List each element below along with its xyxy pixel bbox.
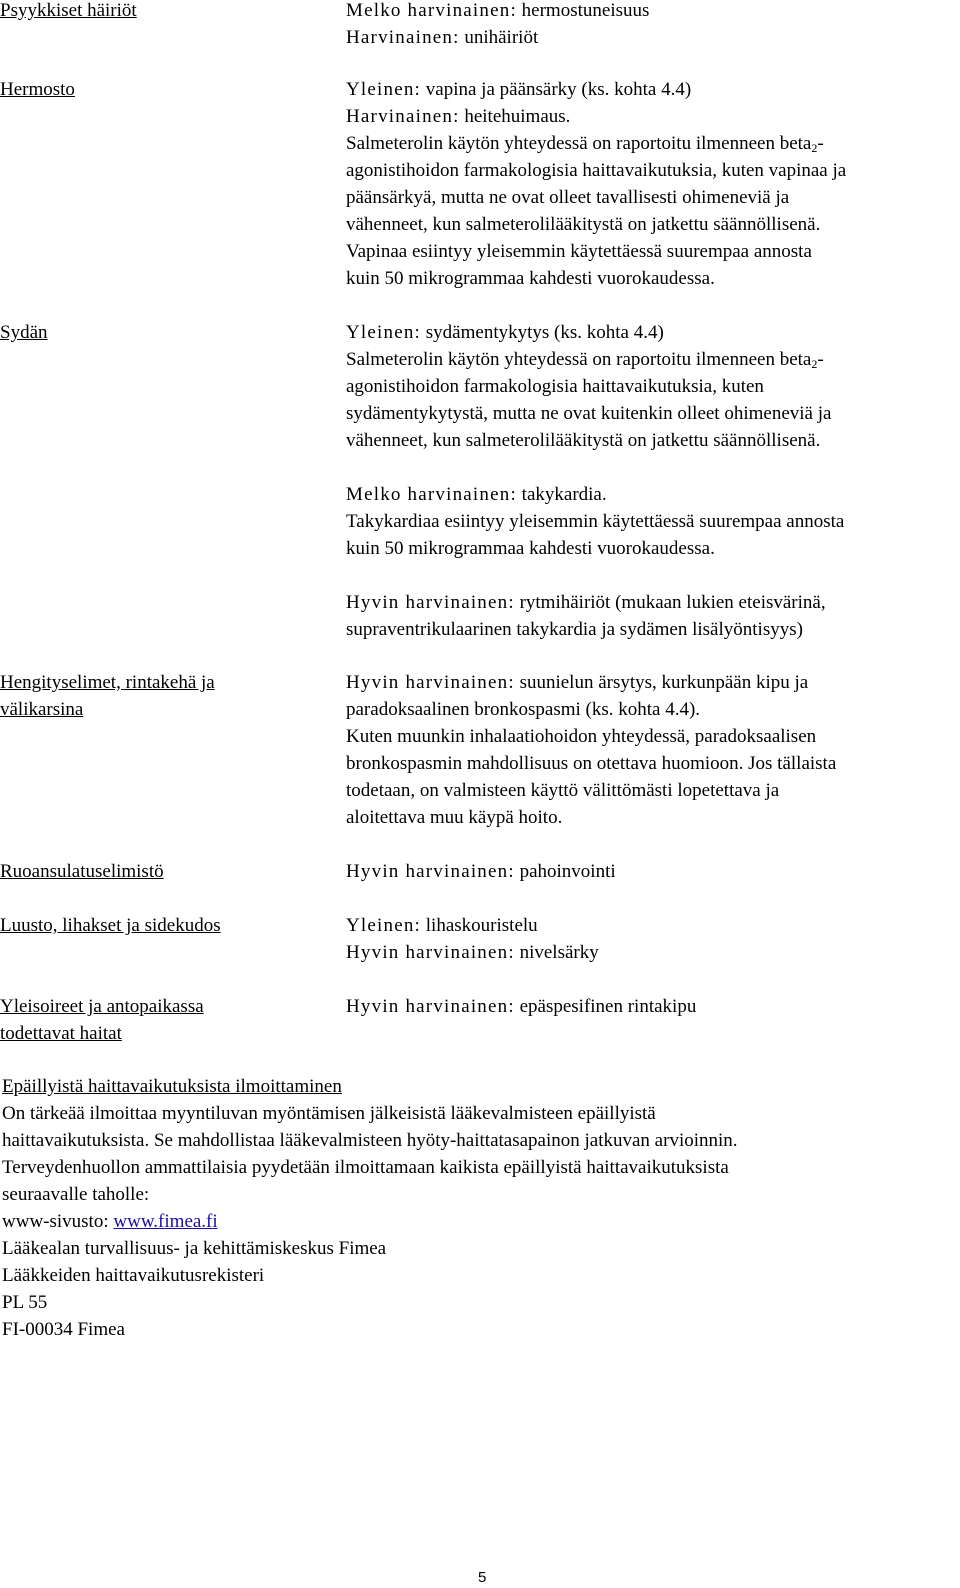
organ-class-label-line: Yleisoireet ja antopaikassa xyxy=(0,996,204,1017)
website-line xyxy=(2,1208,952,1235)
address-line: PL 55 xyxy=(2,1292,48,1313)
reporting-heading: Epäillyistä haittavaikutuksista ilmoittaminen xyxy=(2,1076,342,1097)
adverse-effect-text xyxy=(346,993,960,1047)
effect-text: nivelsärky xyxy=(514,942,599,963)
effect-line xyxy=(346,616,960,643)
adverse-effect-text xyxy=(346,319,960,643)
effect-line xyxy=(346,993,960,1020)
effect-line xyxy=(346,211,960,238)
effect-line xyxy=(346,184,960,211)
effect-text: unihäiriöt xyxy=(459,27,539,48)
adverse-effect-row xyxy=(0,0,960,51)
effect-text: Salmeterolin käytön yhteydessä on raportoitu ilmenneen beta xyxy=(346,133,812,154)
effect-text: todetaan, on valmisteen käyttö välittömästi lopetettava ja xyxy=(346,780,780,801)
effect-line xyxy=(346,319,960,346)
effect-text: Salmeterolin käytön yhteydessä on raportoitu ilmenneen beta xyxy=(346,349,812,370)
subscript: 2 xyxy=(811,357,818,371)
subscript: 2 xyxy=(811,141,818,155)
effect-text: takykardia. xyxy=(516,484,607,505)
effect-line xyxy=(346,669,960,696)
frequency-label: Melko harvinainen: xyxy=(346,484,517,505)
organ-class-label xyxy=(0,669,346,831)
effect-text: vähenneet, kun salmeterolilääkitystä on jatkettu säännöllisenä. xyxy=(346,430,821,451)
effect-line xyxy=(346,0,960,24)
effect-text: vapina ja päänsärky (ks. kohta 4.4) xyxy=(421,79,692,100)
reporting-line: On tärkeää ilmoittaa myyntiluvan myöntämisen jälkeisistä lääkevalmisteen epäillyistä xyxy=(2,1103,656,1124)
website-label: www-sivusto: xyxy=(2,1211,114,1232)
organ-class-label-line: Hermosto xyxy=(0,79,75,100)
effect-line xyxy=(346,562,960,589)
effect-line xyxy=(346,804,960,831)
effect-text: agonistihoidon farmakologisia haittavaikutuksia, kuten vapinaa ja xyxy=(346,160,847,181)
effect-text: paradoksaalinen bronkospasmi (ks. kohta 4.4). xyxy=(346,699,701,720)
effect-line xyxy=(346,373,960,400)
effect-text: Kuten muunkin inhalaatiohoidon yhteydessä, paradoksaalisen xyxy=(346,726,817,747)
effect-line xyxy=(346,400,960,427)
effect-text: päänsärkyä, mutta ne ovat olleet tavallisesti ohimeneviä ja xyxy=(346,187,790,208)
adverse-effect-text xyxy=(346,912,960,966)
effect-text-suffix: - xyxy=(817,133,824,154)
address-line: Lääkealan turvallisuus- ja kehittämiskeskus Fimea xyxy=(2,1238,387,1259)
organ-class-label xyxy=(0,993,346,1047)
effect-text: supraventrikulaarinen takykardia ja sydämen lisälyöntisyys) xyxy=(346,619,803,640)
organ-class-label-line: Sydän xyxy=(0,322,48,343)
organ-class-label-line: todettavat haitat xyxy=(0,1023,122,1044)
effect-line xyxy=(346,427,960,454)
effect-text: kuin 50 mikrogrammaa kahdesti vuorokaudessa. xyxy=(346,538,715,559)
frequency-label: Hyvin harvinainen: xyxy=(346,672,515,693)
effect-line xyxy=(346,750,960,777)
effect-text: rytmihäiriöt (mukaan lukien eteisvärinä, xyxy=(514,592,826,613)
effect-text-suffix: - xyxy=(817,349,824,370)
adverse-reaction-reporting-section xyxy=(2,1073,952,1343)
reporting-line: haittavaikutuksista. Se mahdollistaa lääkevalmisteen hyöty-haittatasapainon jatkuvan arvioinnin. xyxy=(2,1130,738,1151)
effect-line xyxy=(346,265,960,292)
effect-text: sydämentykytystä, mutta ne ovat kuitenkin olleet ohimeneviä ja xyxy=(346,403,832,424)
adverse-effect-row xyxy=(0,76,960,292)
organ-class-label xyxy=(0,912,346,966)
page-number: 5 xyxy=(478,1569,487,1586)
adverse-effect-row xyxy=(0,669,960,831)
adverse-effect-text xyxy=(346,76,960,292)
effect-line xyxy=(346,912,960,939)
organ-class-label-line: välikarsina xyxy=(0,699,84,720)
effect-text: Takykardiaa esiintyy yleisemmin käytettäessä suurempaa annosta xyxy=(346,511,845,532)
effect-text: heitehuimaus. xyxy=(459,106,571,127)
effect-text: kuin 50 mikrogrammaa kahdesti vuorokaudessa. xyxy=(346,268,715,289)
frequency-label: Harvinainen: xyxy=(346,27,460,48)
organ-class-label xyxy=(0,858,346,885)
frequency-label: Hyvin harvinainen: xyxy=(346,996,515,1017)
effect-text: sydämentykytys (ks. kohta 4.4) xyxy=(421,322,664,343)
address-line: FI-00034 Fimea xyxy=(2,1319,125,1340)
frequency-label: Harvinainen: xyxy=(346,106,460,127)
organ-class-label-line: Hengityselimet, rintakehä ja xyxy=(0,672,215,693)
frequency-label: Yleinen: xyxy=(346,79,422,100)
adverse-effect-text xyxy=(346,0,960,51)
effect-line xyxy=(346,696,960,723)
organ-class-label-line: Ruoansulatuselimistö xyxy=(0,861,164,882)
effect-line xyxy=(346,939,960,966)
effect-text: Vapinaa esiintyy yleisemmin käytettäessä suurempaa annosta xyxy=(346,241,812,262)
frequency-label: Yleinen: xyxy=(346,915,422,936)
effect-text: lihaskouristelu xyxy=(421,915,538,936)
effect-line xyxy=(346,589,960,616)
effect-line xyxy=(346,24,960,51)
adverse-effect-text xyxy=(346,858,960,885)
effect-line xyxy=(346,535,960,562)
effect-line xyxy=(346,508,960,535)
effect-text: pahoinvointi xyxy=(514,861,616,882)
adverse-effect-row xyxy=(0,319,960,643)
organ-class-label-line: Luusto, lihakset ja sidekudos xyxy=(0,915,221,936)
effect-line xyxy=(346,157,960,184)
fimea-website-link[interactable]: www.fimea.fi xyxy=(113,1211,218,1232)
organ-class-label xyxy=(0,319,346,643)
adverse-effect-row xyxy=(0,912,960,966)
effect-line xyxy=(346,76,960,103)
effect-line xyxy=(346,130,960,157)
frequency-label: Hyvin harvinainen: xyxy=(346,861,515,882)
frequency-label: Hyvin harvinainen: xyxy=(346,592,515,613)
effect-text: epäspesifinen rintakipu xyxy=(514,996,697,1017)
effect-line xyxy=(346,777,960,804)
frequency-label: Yleinen: xyxy=(346,322,422,343)
adverse-effect-text xyxy=(346,669,960,831)
organ-class-label xyxy=(0,76,346,292)
effect-line xyxy=(346,454,960,481)
organ-class-label xyxy=(0,0,346,51)
address-line: Lääkkeiden haittavaikutusrekisteri xyxy=(2,1265,265,1286)
effect-line xyxy=(346,723,960,750)
effect-text: hermostuneisuus xyxy=(516,0,650,21)
effect-line xyxy=(346,481,960,508)
effect-text: vähenneet, kun salmeterolilääkitystä on jatkettu säännöllisenä. xyxy=(346,214,821,235)
frequency-label: Hyvin harvinainen: xyxy=(346,942,515,963)
reporting-line: seuraavalle taholle: xyxy=(2,1184,150,1205)
effect-line xyxy=(346,346,960,373)
effect-text: agonistihoidon farmakologisia haittavaikutuksia, kuten xyxy=(346,376,764,397)
effect-line xyxy=(346,103,960,130)
effect-line xyxy=(346,858,960,885)
frequency-label: Melko harvinainen: xyxy=(346,0,517,21)
reporting-line: Terveydenhuollon ammattilaisia pyydetään ilmoittamaan kaikista epäillyistä haittavaikutuksista xyxy=(2,1157,729,1178)
effect-line xyxy=(346,238,960,265)
effect-text: aloitettava muu käypä hoito. xyxy=(346,807,563,828)
adverse-effect-row xyxy=(0,858,960,885)
organ-class-label-line: Psyykkiset häiriöt xyxy=(0,0,137,21)
adverse-effect-row xyxy=(0,993,960,1047)
effect-text: suunielun ärsytys, kurkunpään kipu ja xyxy=(514,672,809,693)
effect-text: bronkospasmin mahdollisuus on otettava huomioon. Jos tällaista xyxy=(346,753,837,774)
